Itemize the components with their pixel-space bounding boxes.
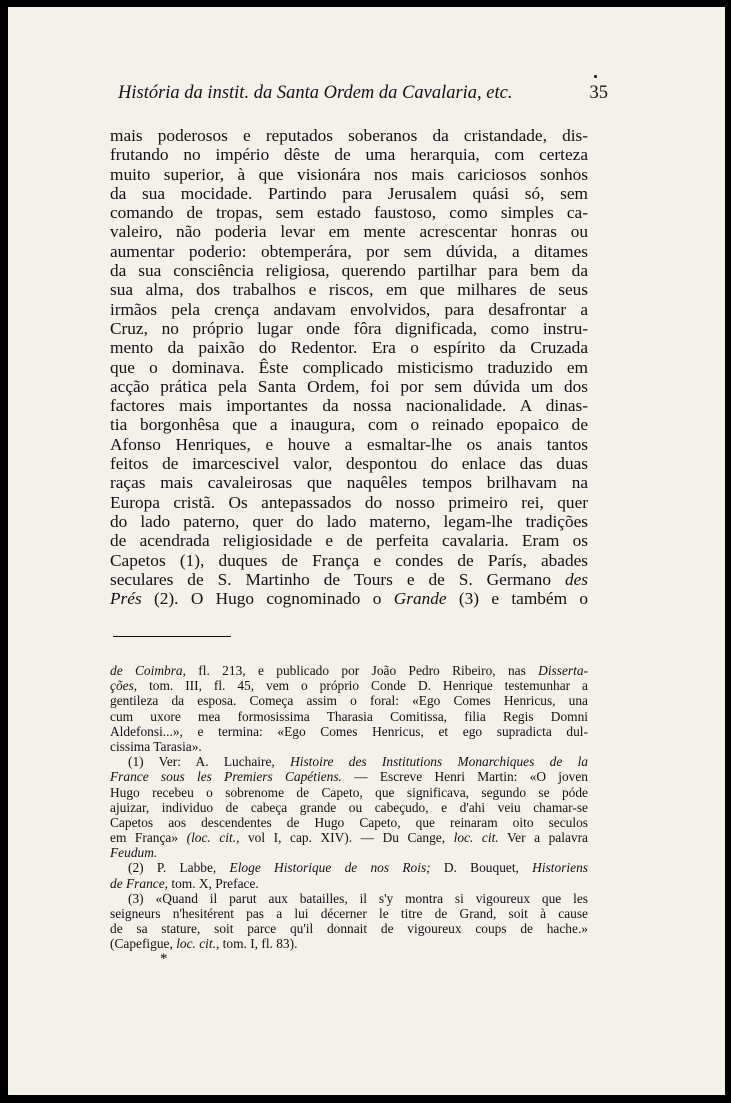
running-header [118, 83, 608, 109]
footnote-line: Hugo recebeu o sobrenome de Capeto, que significava, segundo se póde [110, 784, 588, 800]
italic-text: Disserta- [538, 663, 588, 678]
text-line: feitos de imarcescivel valor, despontou do enlace das duas [110, 454, 588, 474]
italic-text: de France, [110, 875, 169, 891]
text-segment: (2). O Hugo cognominado o [141, 589, 394, 609]
italic-text: loc. cit. [453, 830, 499, 846]
text-segment: Ver a palavra [498, 830, 588, 846]
italic-text: ções [110, 678, 134, 694]
text-line: factores mais importantes da nossa nacionalidade. A dinas- [110, 396, 588, 416]
text-line: mais poderosos e reputados soberanos da cristandade, dis- [110, 126, 588, 145]
text-segment: (Capefigue, [110, 936, 177, 952]
italic-text: Histoire des Institutions Monarchiques de la [290, 754, 588, 770]
text-line: que o dominava. Êste complicado misticismo traduzido em [110, 357, 588, 377]
footnote-2 [110, 860, 588, 875]
footnote-3: (3) «Quand il parut aux batailles, il s'y montra si vigoureux que les [128, 890, 588, 906]
footnote-line: ajuizar, individuo de cabeça grande ou cabeçudo, e d'ahi veiu chamar-se [110, 799, 588, 815]
italic-text: (loc. cit., [186, 830, 240, 846]
text-line: frutando no império dêste de uma herarquia, com certeza [110, 145, 588, 165]
text-segment: vol I, cap. XIV). — Du Cange, [239, 830, 454, 846]
main-text [110, 126, 588, 608]
text-segment: (2) P. Labbe, [128, 860, 230, 876]
italic-word: Grande [393, 589, 447, 609]
text-line: irmãos pela crença andavam envolvidos, para desafrontar a [110, 299, 588, 319]
text-line: comando de tropas, sem estado faustoso, como simples ca- [110, 203, 588, 223]
footnote-line: de sa stature, soit parce qu'il donnait de vigoureux coups de hache.» [110, 921, 588, 937]
footnote-line: Capetos aos descendentes de Hugo Capeto, que reinaram oito seculos [110, 814, 588, 830]
text-segment: (3) e também o [446, 589, 588, 609]
text-segment: tom. I, fl. 83). [219, 936, 298, 952]
italic-text: loc. cit., [176, 936, 220, 952]
footnote-line [110, 876, 588, 891]
document-page [8, 7, 725, 1095]
footnote-line [110, 678, 588, 693]
text-line: da sua consciência religiosa, querendo partilhar para bem da [110, 261, 588, 281]
asterisk-ornament: * [160, 951, 168, 967]
footnote-line: cum uxore mea formosissima Tharasia Comitissa, filia Regis Domni [110, 708, 588, 724]
footnote-line: Aldefonsi...», e termina: «Ego Comes Henricus, et ego supradicta dul- [110, 723, 588, 739]
text-segment: — Escreve Henri Martin: «O joven [341, 769, 589, 785]
footnote-line [110, 663, 588, 678]
page-number: 35 [589, 83, 608, 103]
footnote-line [110, 936, 588, 951]
footnote-line: cissima Tarasia». [110, 738, 202, 754]
footnote-1 [110, 754, 588, 769]
text-segment: em França» [110, 830, 187, 846]
text-line: do lado paterno, quer do lado materno, legam-lhe tradições [110, 511, 588, 531]
footnote-line [110, 830, 588, 845]
text-line: sua alma, dos trabalhos e riscos, em que milhares de seus [110, 280, 588, 300]
footnote-line: seigneurs n'hesitérent pas a lui décerner le titre de Grand, soit à cause [110, 906, 588, 921]
text-segment: , tom. III, fl. 45, vem o próprio Conde D. Henrique testemunhar a [133, 678, 588, 694]
text-line: mento da paixão do Redentor. Era o espírito da Cruzada [110, 338, 588, 358]
text-segment: , fl. 213, e publicado por João Pedro Ribeiro, nas [182, 663, 539, 678]
italic-text: France sous les Premiers Capétiens. [110, 769, 342, 785]
text-line: Afonso Henriques, e houve a esmaltar-lhe os anais tantos [110, 434, 588, 454]
italic-text: Eloge Historique de nos Rois; [229, 860, 431, 876]
footnote-line [110, 845, 588, 860]
footnote-line [110, 769, 588, 784]
text-segment: D. Bouquet, [430, 860, 533, 876]
text-line: muito superior, à que visionára nos mais cariciosos sonhos [110, 164, 588, 184]
text-line: da sua mocidade. Partindo para Jerusalem quási só, sem [110, 183, 588, 203]
italic-word: Prés [110, 589, 142, 609]
text-segment: (1) Ver: A. Luchaire, [128, 754, 291, 770]
text-line: acção prática pela Santa Ordem, foi por sem dúvida um dos [110, 376, 588, 396]
text-line: aumentar poderio: obtemperára, por sem dúvida, a ditames [110, 241, 588, 261]
text-line [110, 570, 588, 589]
text-line: tia borgonhêsa que a inaugura, com o reinado epopaico de [110, 415, 588, 435]
italic-text: Feudum. [110, 845, 158, 861]
text-line: raças mais cavaleirosas que naquêles tempos brilhavam na [110, 473, 588, 493]
running-title: História da instit. da Santa Ordem da Cavalaria, etc. [118, 83, 513, 103]
text-segment: tom. X, Preface. [168, 875, 259, 891]
italic-text: Historiens [532, 860, 588, 876]
italic-word: des [564, 569, 588, 589]
text-line: Cruz, no próprio lugar onde fôra dignificada, como instru- [110, 318, 588, 338]
footnote-line: gentileza da esposa. Começa assim o foral: «Ego Comes Henricus, una [110, 693, 588, 709]
italic-text: de Coimbra [110, 663, 183, 678]
ink-dot [594, 75, 597, 78]
footnotes [110, 663, 588, 952]
text-line [110, 589, 588, 608]
text-segment: seculares de S. Martinho de Tours e de S. Germano [110, 569, 551, 589]
text-line: valeiro, não poderia levar em mente acrescentar honras ou [110, 222, 588, 242]
text-line: de acendrada religiosidade e de perfeita cavalaria. Eram os [110, 531, 588, 551]
text-line: Capetos (1), duques de França e condes de París, abades [110, 550, 588, 570]
text-line: Europa cristã. Os antepassados do nosso primeiro rei, quer [110, 492, 588, 512]
footnote-separator [113, 636, 231, 637]
